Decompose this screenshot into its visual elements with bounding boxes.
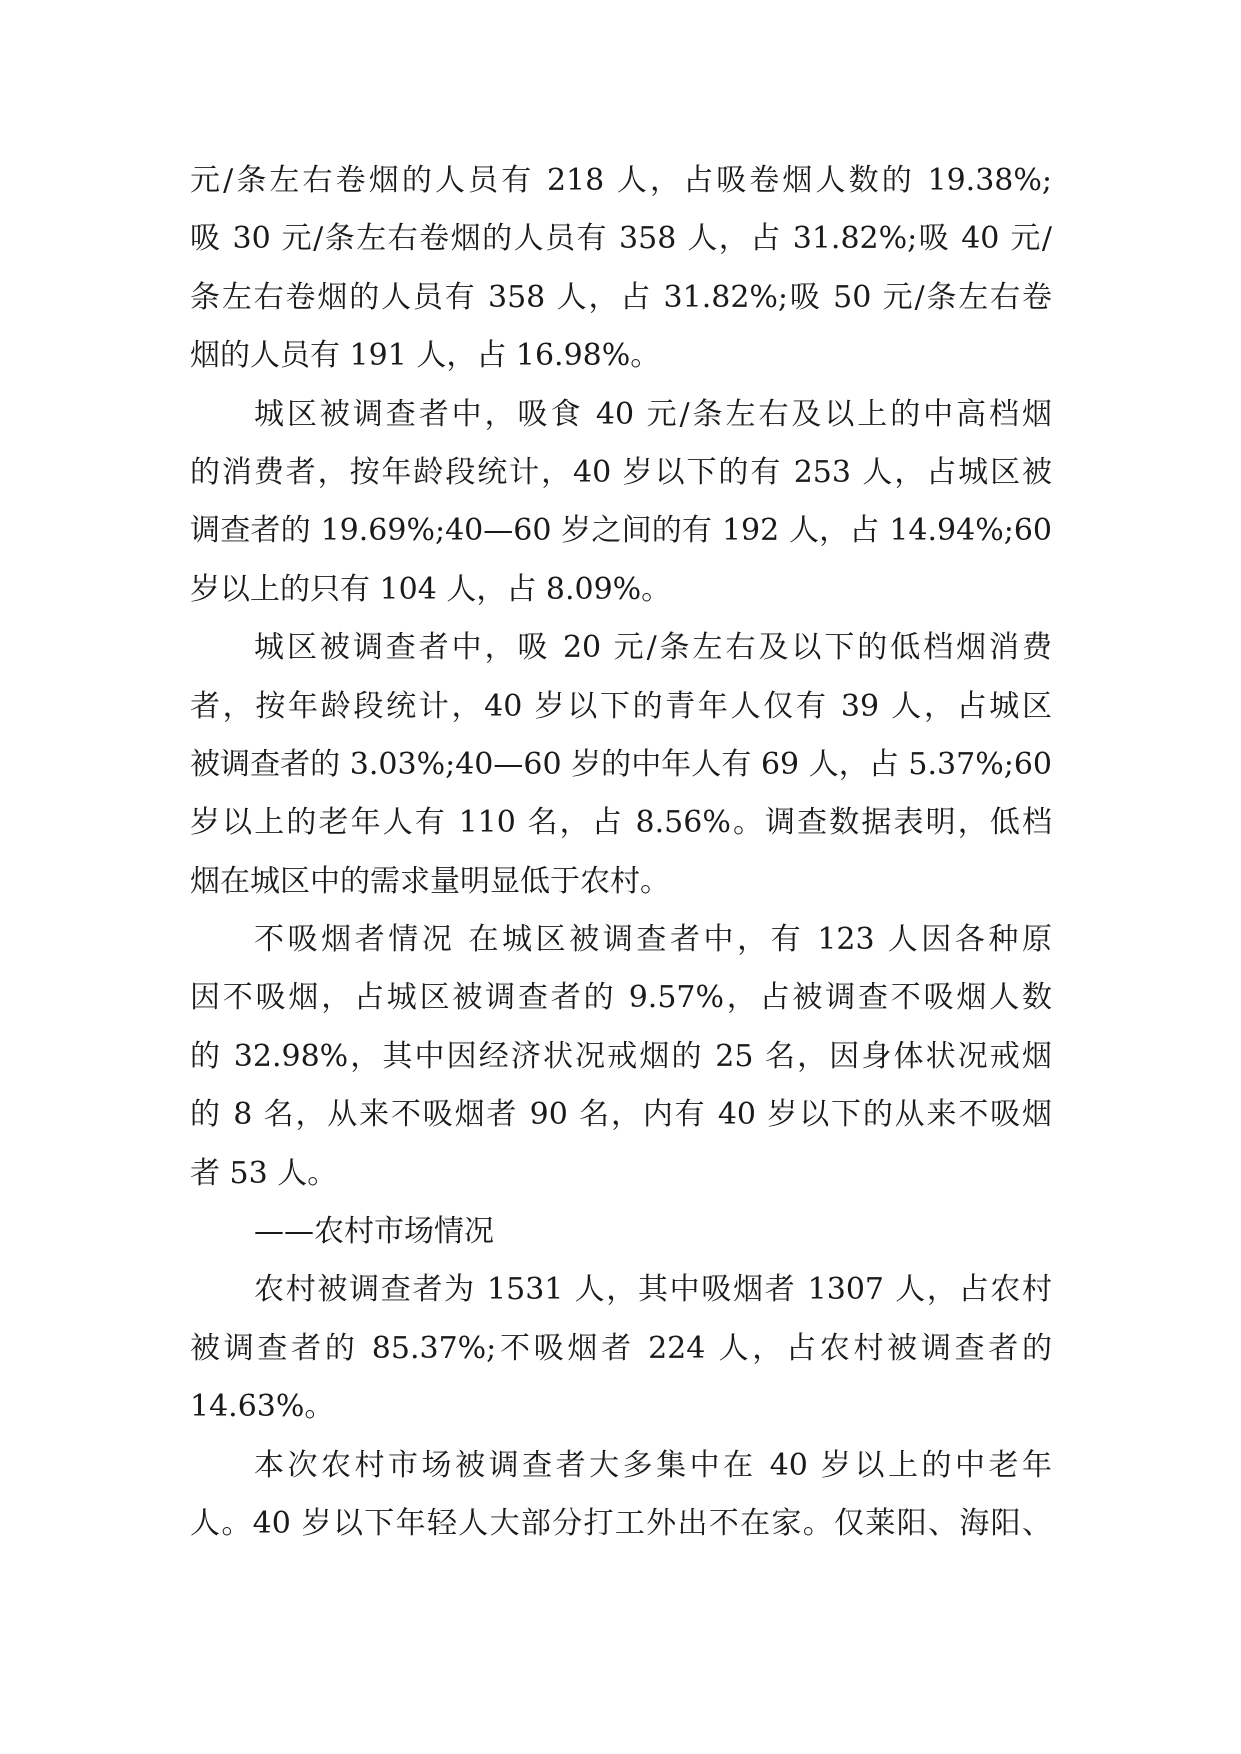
text-line: 烟在城区中的需求量明显低于农村。 (190, 863, 670, 899)
text-line: 人。40 岁以下年轻人大部分打工外出不在家。仅莱阳、海阳、 (190, 1505, 1052, 1541)
text-line: 者，按年龄段统计，40 岁以下的青年人仅有 39 人，占城区 (190, 688, 1052, 724)
text-line: 烟的人员有 191 人，占 16.98%。 (190, 338, 661, 374)
paragraph (190, 152, 1052, 386)
text-line: 本次农村市场被调查者大多集中在 40 岁以上的中老年 (254, 1447, 1052, 1483)
text-line: 条左右卷烟的人员有 358 人，占 31.82%;吸 50 元/条左右卷 (190, 279, 1052, 315)
text-line: 农村被调查者为 1531 人，其中吸烟者 1307 人，占农村 (254, 1272, 1052, 1308)
text-line: 14.63%。 (190, 1389, 335, 1425)
text-line: ——农村市场情况 (254, 1214, 494, 1250)
text-line: 的消费者，按年龄段统计，40 岁以下的有 253 人，占城区被 (190, 454, 1052, 490)
text-line: 调查者的 19.69%;40—60 岁之间的有 192 人，占 14.94%;60 (190, 513, 1052, 549)
document-page (190, 152, 1052, 1553)
text-line: 元/条左右卷烟的人员有 218 人，占吸卷烟人数的 19.38%; (190, 163, 1052, 198)
text-line: 城区被调查者中，吸食 40 元/条左右及以上的中高档烟 (254, 396, 1052, 432)
paragraph (190, 1437, 1052, 1554)
text-line: 城区被调查者中，吸 20 元/条左右及以下的低档烟消费 (254, 630, 1052, 666)
paragraph (190, 911, 1052, 1203)
text-line: 因不吸烟，占城区被调查者的 9.57%，占被调查不吸烟人数 (190, 980, 1052, 1016)
paragraph (190, 619, 1052, 911)
text-line: 吸 30 元/条左右卷烟的人员有 358 人，占 31.82%;吸 40 元/ (190, 221, 1052, 257)
text-line: 被调查者的 85.37%;不吸烟者 224 人，占农村被调查者的 (190, 1330, 1052, 1366)
text-line: 的 8 名，从来不吸烟者 90 名，内有 40 岁以下的从来不吸烟 (190, 1097, 1052, 1133)
text-line: 岁以上的只有 104 人，占 8.09%。 (190, 571, 672, 607)
text-line: 不吸烟者情况 在城区被调查者中，有 123 人因各种原 (254, 922, 1052, 958)
text-line: 者 53 人。 (190, 1155, 338, 1191)
paragraph (190, 1261, 1052, 1436)
paragraph (190, 386, 1052, 620)
text-line: 被调查者的 3.03%;40—60 岁的中年人有 69 人，占 5.37%;60 (190, 746, 1052, 782)
section-heading (190, 1203, 1052, 1261)
text-line: 岁以上的老年人有 110 名，占 8.56%。调查数据表明，低档 (190, 805, 1052, 841)
text-line: 的 32.98%，其中因经济状况戒烟的 25 名，因身体状况戒烟 (190, 1038, 1052, 1074)
